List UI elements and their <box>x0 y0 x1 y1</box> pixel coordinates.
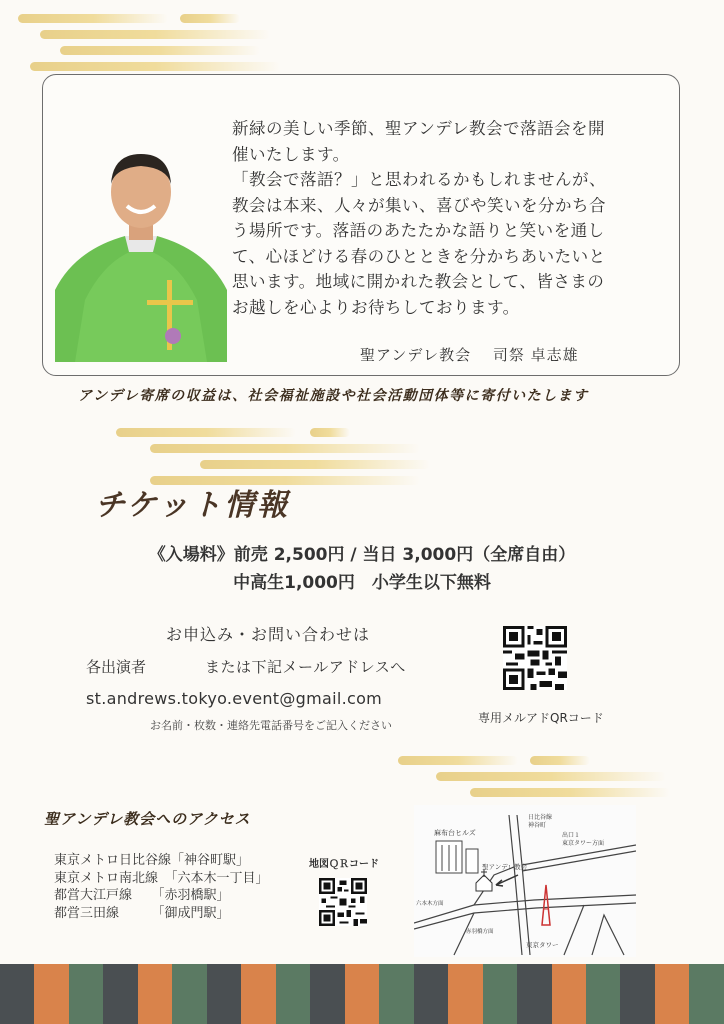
map-qr-label: 地図ＱＲコード <box>309 859 379 870</box>
footer-stripes <box>0 964 724 1024</box>
student-price: 中高生1,000円 小学生以下無料 <box>233 573 491 593</box>
map-label-church: 聖アンデレ教会 <box>482 863 528 871</box>
greeting-message <box>232 116 652 320</box>
greeting-line: 「教会で落語？」と思われるかもしれませんが、 <box>232 170 606 189</box>
map-label-akabane: 赤羽橋方面 <box>466 929 494 935</box>
route-row <box>54 905 269 923</box>
map-label-roppongi: 六本木方面 <box>416 901 444 907</box>
priest-photo <box>55 140 227 362</box>
route-row <box>54 852 269 870</box>
greeting-line: 思います。地域に開かれた教会として、皆さまの <box>232 272 605 291</box>
greeting-line: て、心ほどける春のひとときを分かちあいたいと <box>232 246 606 266</box>
route-line: 東京メトロ南北線 <box>54 870 159 886</box>
route-station: 「神谷町駅」 <box>171 853 250 868</box>
email-qr-label: 専用メルアドQRコード <box>478 711 604 725</box>
map-label-tokyo-tower: 東京タワー <box>526 941 559 949</box>
map-qr-code-icon[interactable] <box>319 878 367 926</box>
map-label-hibiya-line: 日比谷線 <box>528 814 553 821</box>
greeting-line: お越しを心よりお待ちしております。 <box>232 297 520 317</box>
inquiry-or-email: または下記メールアドレスへ <box>205 658 406 676</box>
inquiry-heading: お申込み・お問い合わせは <box>166 625 371 644</box>
access-heading: 聖アンデレ教会へのアクセス <box>44 810 251 828</box>
ticket-info-heading: チケット情報 <box>95 488 291 523</box>
route-line: 都営大江戸線 <box>54 888 133 903</box>
access-map[interactable] <box>414 805 636 957</box>
inquiry-cast: 各出演者 <box>86 658 147 676</box>
email-qr-code-icon[interactable] <box>503 626 567 690</box>
map-label-tower-direction: 東京タワー方面 <box>562 840 605 847</box>
greeting-line: 催いたします。 <box>232 144 350 164</box>
route-station: 「赤羽橋駅」 <box>158 888 230 903</box>
map-label-azabudai: 麻布台ヒルズ <box>434 829 476 837</box>
route-row <box>54 870 269 888</box>
greeting-line: 教会は本来、人々が集い、喜びや笑いを分かち合 <box>232 195 606 215</box>
route-station: 「御成門駅」 <box>158 905 230 921</box>
map-label-exit: 出口１ <box>562 832 581 839</box>
greeting-line: 新緑の美しい季節、聖アンデレ教会で落語会を開 <box>232 119 606 138</box>
route-row <box>54 887 269 905</box>
route-line: 東京メトロ日比谷線 <box>54 853 172 868</box>
access-routes <box>54 852 269 922</box>
email-note: お名前・枚数・連絡先電話番号をご記入ください <box>150 719 392 732</box>
email-address[interactable]: st.andrews.tokyo.event@gmail.com <box>86 689 383 708</box>
donation-note: アンデレ寄席の収益は、社会福祉施設や社会活動団体等に寄付いたします <box>78 388 589 404</box>
greeting-line: う場所です。落語のあたたかな語りと笑いを通し <box>232 221 605 240</box>
map-label-kamiyacho: 神谷町 <box>528 822 547 829</box>
route-station: 「六本木一丁目」 <box>171 870 269 886</box>
route-line: 都営三田線 <box>54 905 120 921</box>
admission-price: 《入場料》前売 2,500円 / 当日 3,000円（全席自由） <box>148 545 576 565</box>
signature: 聖アンデレ教会 司祭 卓志雄 <box>360 346 579 364</box>
